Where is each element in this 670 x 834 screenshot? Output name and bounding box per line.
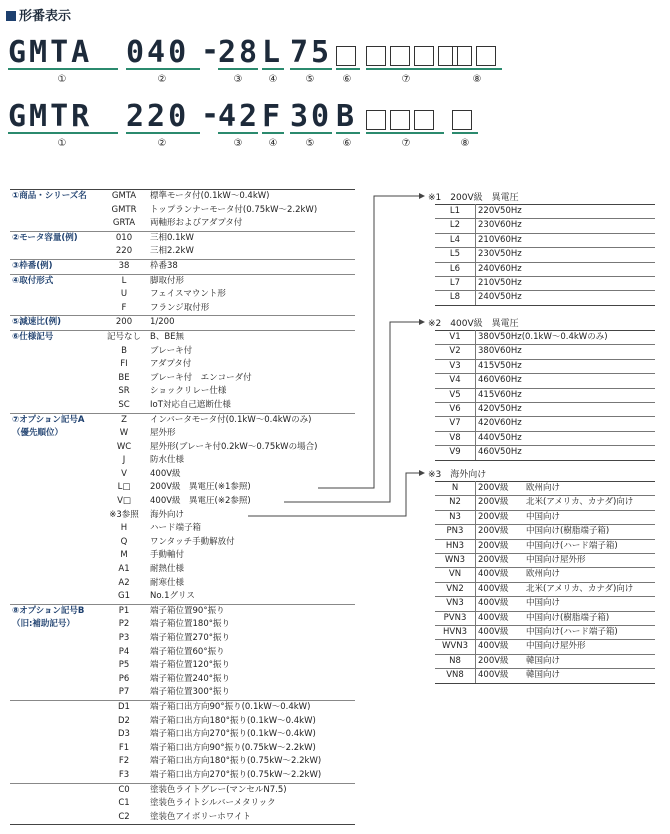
spec-desc: 標準モータ付(0.1kW〜0.4kW) — [148, 190, 355, 204]
spec-code: P7 — [118, 687, 130, 698]
spec-code: FI — [120, 359, 128, 370]
note-value: 中国向け — [524, 510, 655, 524]
model-seg-series: GMTR — [8, 100, 118, 134]
spec-code: U — [120, 289, 128, 300]
spec-desc: 枠番38 — [148, 259, 355, 274]
spec-code: C0 — [100, 783, 148, 797]
model-seg-ratio: 30 — [290, 99, 333, 134]
note-code: V7 — [435, 417, 476, 431]
note-value: 200V級 — [476, 510, 525, 524]
marker-8: ⑧ — [472, 74, 482, 85]
note-value: 420V50Hz — [476, 403, 656, 417]
model-seg-frame: 28 — [218, 35, 261, 70]
spec-code: F2 — [118, 756, 130, 767]
spec-desc: 手動軸付 — [150, 550, 185, 561]
model-seg-frame: 42 — [218, 99, 261, 134]
note-value: 460V50Hz — [476, 446, 656, 460]
note-code: V9 — [435, 446, 476, 460]
note-value: 韓国向け — [524, 654, 655, 668]
note-value: 400V級 — [476, 626, 525, 640]
spec-code: BE — [118, 372, 130, 383]
note-code: VN2 — [435, 582, 476, 596]
spec-code: 010 — [100, 231, 148, 245]
spec-code: P5 — [118, 660, 130, 671]
note-code: WVN3 — [435, 640, 476, 654]
note-code: PN3 — [435, 525, 476, 539]
model-seg-capacity: 040 — [126, 36, 200, 70]
note-value: 中国向け(ハード端子箱) — [524, 539, 655, 553]
note-code: PVN3 — [435, 611, 476, 625]
marker-2: ② — [157, 74, 167, 85]
spec-desc: 耐熱仕様 — [150, 564, 185, 575]
note-value: 中国向け(樹脂端子箱) — [524, 611, 655, 625]
note-value: 240V50Hz — [476, 291, 656, 305]
spec-heading: ③枠番(例) — [10, 259, 100, 274]
spec-heading: ⑤減速比(例) — [10, 316, 100, 331]
model-seg-ratio: 75 — [290, 35, 333, 70]
marker-5: ⑤ — [305, 138, 315, 149]
marker-1: ① — [57, 138, 67, 149]
spec-heading: （旧:補助記号） — [12, 619, 75, 630]
spec-desc: B、BE無 — [148, 330, 355, 344]
note-value: 200V級 — [476, 539, 525, 553]
note-value: 欧州向け — [524, 482, 655, 496]
spec-desc: ショックリレー仕様 — [150, 386, 227, 397]
spec-desc: ブレーキ付 — [150, 345, 193, 356]
spec-code: Q — [120, 536, 128, 547]
spec-desc: フランジ取付形 — [150, 302, 210, 313]
spec-desc: 端子箱位置300°振り — [150, 687, 230, 698]
spec-code: Z — [100, 413, 148, 427]
spec-code: L□ — [117, 482, 131, 493]
note-code: V2 — [435, 345, 476, 359]
note-code: N8 — [435, 654, 476, 668]
spec-desc: アダプタ付 — [150, 359, 192, 370]
spec-desc: 防水仕様 — [150, 455, 185, 466]
spec-code: 記号なし — [100, 330, 148, 344]
spec-code: W — [119, 428, 129, 439]
spec-desc: 端子箱口出方向180°振り(0.1kW〜0.4kW) — [150, 715, 316, 726]
note-code: V3 — [435, 359, 476, 373]
spec-code: L — [100, 274, 148, 288]
marker-6: ⑥ — [342, 74, 352, 85]
spec-desc: 端子箱口出方向270°振り(0.1kW〜0.4kW) — [150, 729, 316, 740]
spec-code: F3 — [118, 769, 130, 780]
spec-heading: ⑧オプション記号B — [10, 604, 100, 618]
note-value: 200V級 — [476, 482, 525, 496]
spec-desc: 端子箱口出方向90°振り(0.1kW〜0.4kW) — [148, 700, 355, 714]
spec-desc: インバータモータ付(0.1kW〜0.4kWのみ) — [148, 413, 355, 427]
note-code: L1 — [435, 205, 476, 219]
note-value: 韓国向け — [524, 669, 655, 683]
note-value: 400V級 — [476, 640, 525, 654]
spec-desc: 耐寒仕様 — [150, 577, 185, 588]
spec-desc: 200V級 異電圧(※1参照) — [150, 482, 251, 493]
note-value: 220V50Hz — [476, 205, 656, 219]
note-value: 北米(アメリカ、カナダ)向け — [524, 582, 655, 596]
note-code: V1 — [435, 331, 476, 345]
spec-code: F — [121, 302, 127, 313]
marker-4: ④ — [268, 74, 278, 85]
spec-desc: ワンタッチ手動解放付 — [150, 536, 235, 547]
note-value: 中国向け — [524, 597, 655, 611]
note-code: N2 — [435, 496, 476, 510]
spec-code: P4 — [118, 646, 130, 657]
spec-heading: ⑦オプション記号A — [10, 413, 100, 427]
note-code: N3 — [435, 510, 476, 524]
spec-code: D2 — [118, 715, 130, 726]
note-value: 210V50Hz — [476, 277, 656, 291]
marker-5: ⑤ — [305, 74, 315, 85]
spec-desc: 端子箱口出方向90°振り(0.75kW〜2.2kW) — [150, 742, 316, 753]
note-value: 380V50Hz(0.1kW〜0.4kWのみ) — [476, 331, 656, 345]
note-value: 400V級 — [476, 597, 525, 611]
note-value: 380V60Hz — [476, 345, 656, 359]
note-code: WN3 — [435, 554, 476, 568]
spec-desc: 端子箱位置240°振り — [150, 673, 230, 684]
spec-desc: 塗装色アイボリーホワイト — [148, 811, 355, 825]
model-seg-capacity: 220 — [126, 100, 200, 134]
spec-desc: 400V級 — [150, 468, 181, 479]
spec-code: J — [122, 455, 126, 466]
arrow-note1 — [318, 196, 424, 488]
spec-desc: 端子箱位置180°振り — [150, 619, 230, 630]
spec-code: SC — [118, 399, 130, 410]
note-value: 中国向け屋外形 — [524, 554, 655, 568]
spec-heading: ④取付形式 — [10, 274, 100, 288]
note-value: 200V級 — [476, 554, 525, 568]
spec-code: ※3参照 — [109, 509, 139, 520]
spec-code: 200 — [100, 316, 148, 331]
model-seg-series: GMTA — [8, 36, 118, 70]
note-code: V4 — [435, 374, 476, 388]
note-value: 400V級 — [476, 568, 525, 582]
note2-title: ※2 400V級 異電圧 — [428, 319, 519, 329]
note-value: 210V60Hz — [476, 233, 656, 247]
note-code: VN3 — [435, 597, 476, 611]
note-code: L2 — [435, 219, 476, 233]
note-value: 400V級 — [476, 669, 525, 683]
note-value: 400V級 — [476, 611, 525, 625]
marker-2: ② — [157, 138, 167, 149]
spec-desc: 端子箱位置270°振り — [150, 633, 230, 643]
note-value: 240V60Hz — [476, 262, 656, 276]
spec-desc: 端子箱位置90°振り — [148, 604, 355, 618]
spec-code: P6 — [118, 673, 130, 684]
marker-6: ⑥ — [342, 138, 352, 149]
spec-desc: 屋外形(ブレーキ付0.2kW〜0.75kWの場合) — [150, 441, 318, 452]
note-value: 中国向け屋外形 — [524, 640, 655, 654]
model-seg-spec: B — [336, 100, 360, 134]
note-code: L6 — [435, 262, 476, 276]
spec-code: P1 — [100, 604, 148, 618]
spec-desc: ハード端子箱 — [150, 523, 202, 534]
note1-title: ※1 200V級 異電圧 — [428, 193, 519, 203]
spec-code: D1 — [100, 700, 148, 714]
spec-code: C1 — [118, 798, 130, 809]
spec-desc: 両軸形およびアダプタ付 — [150, 218, 243, 229]
spec-desc: IoT対応自己遮断仕様 — [150, 399, 231, 410]
note-code: L8 — [435, 291, 476, 305]
spec-desc: 端子箱位置120°振り — [150, 660, 230, 671]
note-value: 230V60Hz — [476, 219, 656, 233]
spec-code: V□ — [117, 496, 131, 507]
spec-desc: No.1グリス — [150, 591, 195, 602]
spec-desc: 脚取付形 — [148, 274, 355, 288]
spec-code: H — [120, 523, 128, 534]
spec-desc: 端子箱口出方向180°振り(0.75kW〜2.2kW) — [150, 756, 322, 767]
spec-desc: ブレーキ付 エンコーダ付 — [150, 372, 252, 383]
spec-desc: トップランナーモータ付(0.75kW〜2.2kW) — [150, 204, 318, 215]
spec-code: WC — [116, 441, 132, 452]
marker-7: ⑦ — [401, 138, 411, 149]
spec-code: 220 — [115, 246, 133, 257]
spec-code: M — [120, 550, 128, 561]
marker-7: ⑦ — [401, 74, 411, 85]
model-dash: - — [201, 97, 220, 132]
spec-desc: 海外向け — [150, 509, 185, 520]
note-value: 北米(アメリカ、カナダ)向け — [524, 496, 655, 510]
note-value: 420V60Hz — [476, 417, 656, 431]
note-value: 中国向け(樹脂端子箱) — [524, 525, 655, 539]
marker-4: ④ — [268, 138, 278, 149]
note-code: HN3 — [435, 539, 476, 553]
note3-title: ※3 海外向け — [428, 470, 487, 480]
spec-code: GMTR — [111, 204, 137, 215]
note-code: V5 — [435, 388, 476, 402]
note-code: V8 — [435, 431, 476, 445]
note-code: L7 — [435, 277, 476, 291]
spec-code: B — [121, 345, 127, 356]
spec-code: D3 — [118, 729, 130, 740]
note-code: HVN3 — [435, 626, 476, 640]
note-value: 230V50Hz — [476, 248, 656, 262]
note-value: 200V級 — [476, 496, 525, 510]
spec-desc: 400V級 異電圧(※2参照) — [150, 496, 251, 507]
note-value: 400V級 — [476, 582, 525, 596]
spec-desc: 塗装色ライトシルバーメタリック — [150, 798, 276, 809]
arrow-note2 — [284, 322, 424, 502]
note-code: N — [435, 482, 476, 496]
spec-desc: 端子箱口出方向270°振り(0.75kW〜2.2kW) — [150, 769, 322, 780]
section-title-text: 形番表示 — [19, 9, 72, 24]
spec-code: A2 — [118, 577, 130, 588]
spec-code: A1 — [118, 564, 130, 575]
spec-desc: 塗装色ライトグレー(マンセルN7.5) — [148, 783, 355, 797]
spec-desc: 三相0.1kW — [148, 231, 355, 245]
spec-code: P3 — [118, 633, 130, 643]
note-value: 415V50Hz — [476, 359, 656, 373]
spec-heading: （優先順位） — [12, 428, 64, 439]
spec-code: SR — [118, 386, 130, 397]
note-value: 200V級 — [476, 654, 525, 668]
spec-desc: 端子箱位置60°振り — [150, 646, 225, 657]
note-code: L4 — [435, 233, 476, 247]
spec-heading: ①商品・シリーズ名 — [10, 190, 100, 204]
marker-3: ③ — [233, 138, 243, 149]
spec-code: GRTA — [112, 218, 136, 229]
spec-heading: ⑥仕様記号 — [10, 330, 100, 344]
note-value: 460V60Hz — [476, 374, 656, 388]
spec-desc: 1/200 — [148, 316, 355, 331]
spec-code: F1 — [118, 742, 130, 753]
note-code: VN8 — [435, 669, 476, 683]
note-value: 欧州向け — [524, 568, 655, 582]
marker-8: ⑧ — [460, 138, 470, 149]
note-code: V6 — [435, 403, 476, 417]
note-value: 200V級 — [476, 525, 525, 539]
model-seg-mount: F — [262, 99, 284, 134]
arrow-note3 — [248, 473, 424, 516]
spec-desc: 三相2.2kW — [150, 246, 194, 257]
spec-code: C2 — [100, 811, 148, 825]
spec-desc: フェイスマウント形 — [150, 289, 226, 300]
model-seg-mount: L — [262, 35, 284, 70]
marker-1: ① — [57, 74, 67, 85]
spec-code: P2 — [118, 619, 130, 630]
spec-code: G1 — [118, 591, 130, 602]
spec-code: V — [121, 468, 127, 479]
spec-desc: 屋外形 — [150, 428, 176, 439]
marker-3: ③ — [233, 74, 243, 85]
spec-code: GMTA — [100, 190, 148, 204]
model-dash: - — [201, 33, 220, 68]
note-value: 440V50Hz — [476, 431, 656, 445]
note-code: VN — [435, 568, 476, 582]
spec-code: 38 — [100, 259, 148, 274]
note-value: 415V60Hz — [476, 388, 656, 402]
note-value: 中国向け(ハード端子箱) — [524, 626, 655, 640]
spec-heading: ②モータ容量(例) — [10, 231, 100, 245]
note-code: L5 — [435, 248, 476, 262]
